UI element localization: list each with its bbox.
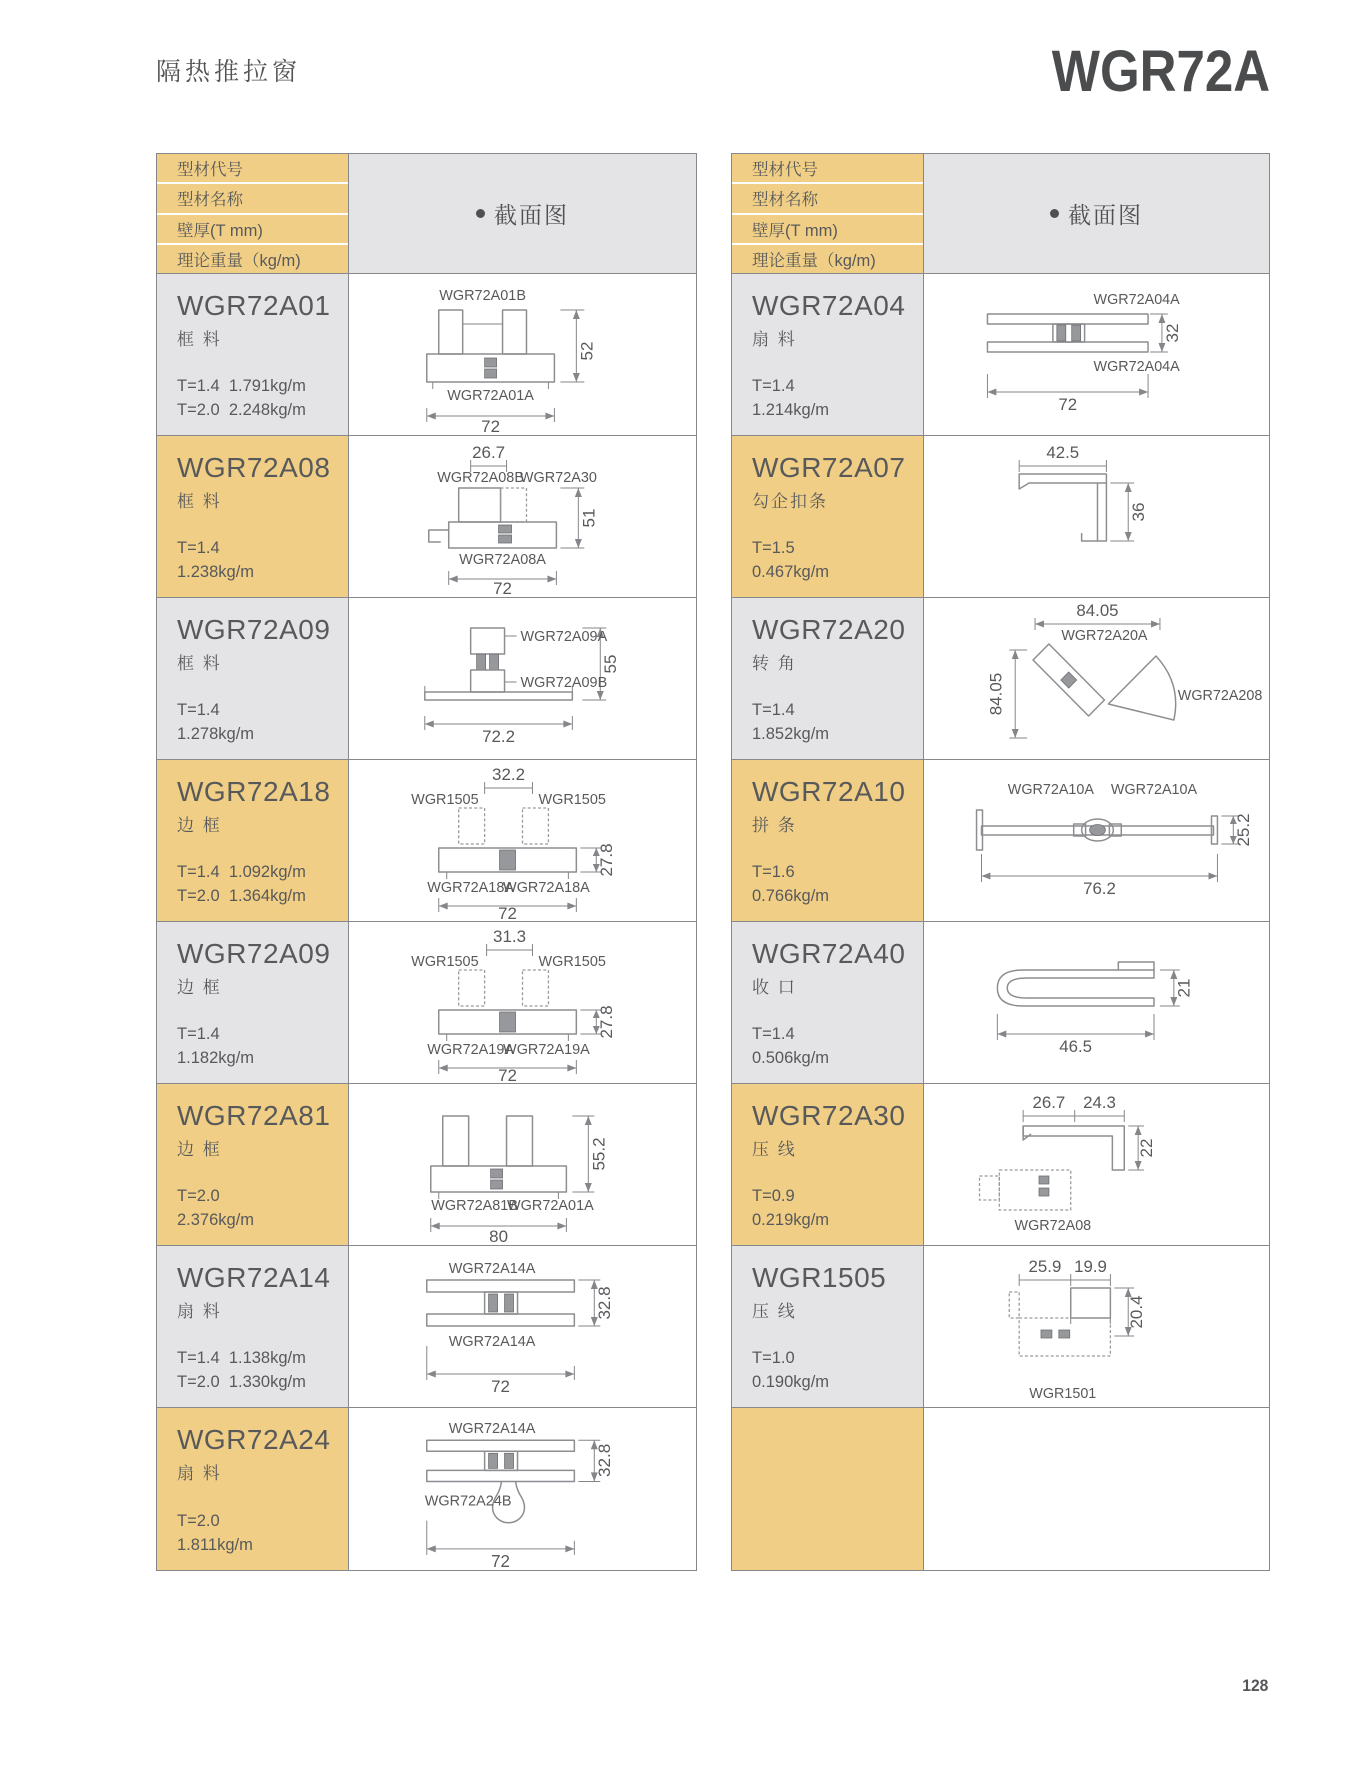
- dim-label: 31.3: [493, 926, 527, 947]
- profile-info-cell: [157, 922, 349, 1083]
- profile-code: WGR72A14: [177, 1262, 331, 1293]
- dim-label: 55.2: [589, 1137, 609, 1171]
- ref-label: WGR72A14A: [448, 1333, 536, 1351]
- spec-line: T=1.4: [752, 377, 795, 396]
- profile-name: 收 口: [752, 978, 797, 997]
- profile-code: WGR72A40: [752, 938, 906, 969]
- profile-name: 框 料: [177, 492, 222, 511]
- profile-code: WGR1505: [752, 1262, 887, 1293]
- section-diagram: [349, 922, 696, 1083]
- dim-label: 21: [1174, 978, 1194, 998]
- dimension-lines: [1019, 1274, 1134, 1336]
- ref-label: WGR72A208: [1177, 687, 1263, 705]
- section-diagram: [924, 436, 1269, 597]
- ref-label: WGR72A09B: [520, 674, 608, 692]
- dim-label: 72: [498, 903, 517, 921]
- profile-code: WGR72A24: [177, 1424, 331, 1455]
- spec-line: T=2.0 2.248kg/m: [177, 401, 306, 420]
- dim-label: 27.8: [597, 843, 617, 877]
- ref-label: WGR72A04A: [1093, 291, 1180, 309]
- section-diagram-cell: [349, 1084, 696, 1245]
- table-row: [157, 598, 696, 760]
- profile-name: 压 线: [752, 1140, 797, 1159]
- header-profile-name: 型材名称: [157, 184, 348, 214]
- dim-label: 42.5: [1046, 442, 1080, 463]
- header-label-column: [732, 154, 924, 273]
- spec-line: 1.852kg/m: [752, 725, 830, 744]
- ref-label: WGR72A10A: [1007, 781, 1094, 799]
- profile-info-cell: [732, 1084, 924, 1245]
- section-diagram-cell: [349, 436, 696, 597]
- dim-label: 72: [1058, 394, 1078, 415]
- profile-code: WGR72A09: [177, 938, 331, 969]
- dimension-lines: [1019, 460, 1134, 541]
- ref-label: WGR72A08A: [459, 551, 546, 569]
- section-diagram: [924, 1246, 1269, 1407]
- spec-line: 1.278kg/m: [177, 725, 255, 744]
- spec-line: T=0.9: [752, 1187, 795, 1206]
- profile-name: 边 框: [177, 1140, 222, 1159]
- profile-code: WGR72A81: [177, 1100, 331, 1131]
- spec-line: T=2.0 1.330kg/m: [177, 1373, 306, 1392]
- table-header: [732, 154, 1269, 274]
- spec-line: 2.376kg/m: [177, 1211, 255, 1230]
- dim-label: 19.9: [1074, 1256, 1107, 1277]
- ref-label: WGR72A14A: [448, 1421, 536, 1438]
- ref-label: WGR72A08B: [437, 469, 524, 487]
- spec-line: T=1.4: [177, 539, 220, 558]
- profile-specs: [752, 1185, 915, 1233]
- section-diagram-cell: [924, 922, 1269, 1083]
- section-view-header: [349, 154, 696, 273]
- dim-label: 52: [577, 341, 597, 361]
- section-diagram-cell: [349, 760, 696, 921]
- ref-label: WGR72A08: [1014, 1217, 1092, 1235]
- spec-line: 0.506kg/m: [752, 1049, 830, 1068]
- section-diagram: [349, 1408, 696, 1570]
- table-row: [732, 922, 1269, 1084]
- ref-label: WGR1505: [411, 791, 479, 809]
- spec-line: 1.182kg/m: [177, 1049, 255, 1068]
- spec-line: T=1.4: [752, 701, 795, 720]
- profile-specs: [752, 1347, 915, 1395]
- section-diagram: [349, 1084, 696, 1245]
- section-diagram-cell: [924, 274, 1269, 435]
- profile-name: 扇 料: [177, 1464, 222, 1483]
- header-profile-code: 型材代号: [732, 154, 923, 184]
- table-row: [157, 274, 696, 436]
- spec-line: T=1.4 1.092kg/m: [177, 863, 306, 882]
- profile-name: 框 料: [177, 654, 222, 673]
- profile-specs: [752, 1023, 915, 1071]
- profile-sketch: [439, 808, 577, 879]
- profile-specs: [177, 375, 340, 423]
- profile-specs: [177, 1023, 340, 1071]
- spec-line: 1.214kg/m: [752, 401, 830, 420]
- spec-line: T=1.4 1.138kg/m: [177, 1349, 306, 1368]
- ref-label: WGR1501: [1029, 1385, 1097, 1403]
- table-row: [157, 760, 696, 922]
- ref-label: WGR1505: [411, 953, 479, 971]
- section-diagram-cell: [349, 1246, 696, 1407]
- spec-line: 1.811kg/m: [177, 1536, 253, 1555]
- profile-sketch: [1019, 474, 1106, 541]
- profile-name: 框 料: [177, 330, 222, 349]
- profile-specs: [752, 375, 915, 423]
- spec-line: T=2.0: [177, 1512, 220, 1531]
- dim-label: 72.2: [482, 726, 516, 747]
- table-row: [732, 760, 1269, 922]
- ref-label: WGR72A30: [519, 469, 597, 487]
- series-code: WGR72A: [1051, 39, 1270, 104]
- table-row: [732, 1246, 1269, 1408]
- section-diagram-cell: [349, 598, 696, 759]
- ref-label: WGR72A14A: [448, 1260, 536, 1278]
- section-diagram-cell: [924, 1408, 1269, 1570]
- profile-info-cell: [732, 760, 924, 921]
- profile-info-cell: [732, 922, 924, 1083]
- profile-specs: [752, 699, 915, 747]
- table-row: [732, 436, 1269, 598]
- ref-label: WGR1505: [538, 791, 606, 809]
- section-view-label: 截面图: [1068, 202, 1143, 228]
- section-diagram: [349, 274, 696, 435]
- ref-label: WGR72A04A: [1093, 358, 1180, 376]
- section-view-label: 截面图: [494, 202, 569, 228]
- header-wall-thickness: 壁厚(T mm): [732, 215, 923, 245]
- table-row: [732, 1084, 1269, 1246]
- section-diagram-cell: [924, 1246, 1269, 1407]
- header-wall-thickness: 壁厚(T mm): [157, 215, 348, 245]
- ref-label: WGR72A10A: [1110, 781, 1198, 799]
- profile-code: WGR72A18: [177, 776, 331, 807]
- profile-table-left: [156, 153, 697, 1571]
- dimension-lines: [1023, 1110, 1144, 1170]
- spec-line: T=2.0 1.364kg/m: [177, 887, 306, 906]
- table-row: [732, 274, 1269, 436]
- ref-label: WGR72A24B: [424, 1493, 512, 1510]
- profile-specs: [177, 537, 340, 585]
- profile-table-right: [731, 153, 1270, 1571]
- profile-info-cell: [157, 1246, 349, 1407]
- profile-specs: [177, 861, 340, 909]
- profile-name: 转 角: [752, 654, 797, 673]
- table-row: [732, 1408, 1269, 1570]
- profile-sketch: [1033, 644, 1176, 720]
- ref-label: WGR72A20A: [1061, 627, 1148, 645]
- dim-label: 32.2: [492, 764, 526, 785]
- profile-name: 拼 条: [752, 816, 797, 835]
- ref-label: WGR72A81B: [431, 1197, 519, 1215]
- ref-label: WGR72A01A: [507, 1197, 594, 1215]
- dim-label: 25.2: [1234, 813, 1254, 847]
- profile-code: WGR72A10: [752, 776, 906, 807]
- profile-name: 压 线: [752, 1302, 797, 1321]
- section-diagram-cell: [924, 436, 1269, 597]
- spec-line: T=2.0: [177, 1187, 220, 1206]
- dim-label: 72: [491, 1551, 510, 1570]
- table-row: [157, 1084, 696, 1246]
- profile-code: WGR72A20: [752, 614, 906, 645]
- spec-line: T=1.4 1.791kg/m: [177, 377, 306, 396]
- spec-line: 0.766kg/m: [752, 887, 830, 906]
- profile-info-cell: [732, 1246, 924, 1407]
- header-profile-name: 型材名称: [732, 184, 923, 214]
- profile-sketch: [439, 970, 577, 1041]
- page-title: 隔热推拉窗: [156, 58, 302, 86]
- header-theoretical-weight: 理论重量（kg/m): [732, 245, 923, 273]
- dim-label: 32: [1162, 323, 1182, 343]
- dim-label: 24.3: [1083, 1092, 1116, 1113]
- section-diagram-cell: [349, 922, 696, 1083]
- profile-sketch: [424, 1440, 575, 1523]
- profile-info-cell: [157, 274, 349, 435]
- profile-sketch: [427, 1280, 575, 1326]
- section-diagram: [349, 436, 696, 597]
- header-profile-code: 型材代号: [157, 154, 348, 184]
- profile-specs: [177, 1185, 340, 1233]
- profile-name: 边 框: [177, 816, 222, 835]
- section-view-header: [924, 154, 1269, 273]
- section-diagram: [924, 1084, 1269, 1245]
- dim-label: 84.05: [986, 672, 1006, 716]
- dim-label: 51: [579, 508, 599, 528]
- profile-name: 边 框: [177, 978, 222, 997]
- dim-label: 72: [493, 578, 512, 597]
- section-diagram: [349, 760, 696, 921]
- profile-name: 扇 料: [177, 1302, 222, 1321]
- section-diagram-cell: [924, 1084, 1269, 1245]
- profile-code: WGR72A30: [752, 1100, 906, 1131]
- profile-info-cell: [157, 1408, 349, 1570]
- ref-label: WGR72A01A: [447, 387, 534, 405]
- table-row: [157, 436, 696, 598]
- spec-line: 0.467kg/m: [752, 563, 830, 582]
- profile-info-cell: [157, 1084, 349, 1245]
- dim-label: 20.4: [1127, 1295, 1147, 1329]
- profile-info-cell: [732, 1408, 924, 1570]
- spec-line: T=1.6: [752, 863, 795, 882]
- profile-sketch: [987, 314, 1148, 352]
- profile-info-cell: [732, 436, 924, 597]
- table-header: [157, 154, 696, 274]
- dim-label: 27.8: [597, 1005, 617, 1039]
- spec-line: 0.219kg/m: [752, 1211, 830, 1230]
- ref-label: WGR1505: [538, 953, 606, 971]
- dim-label: 72: [481, 416, 501, 435]
- profile-code: WGR72A07: [752, 452, 906, 483]
- profile-specs: [177, 1347, 340, 1395]
- spec-line: T=1.0: [752, 1349, 795, 1368]
- dim-label: 32.8: [595, 1443, 615, 1477]
- section-diagram: [924, 922, 1269, 1083]
- table-row: [157, 922, 696, 1084]
- spec-line: T=1.4: [177, 701, 220, 720]
- page-number: 128: [1241, 1676, 1268, 1695]
- profile-sketch: [429, 488, 557, 548]
- profile-specs: [752, 861, 915, 909]
- profile-sketch: [977, 810, 1218, 850]
- section-diagram-cell: [349, 1408, 696, 1570]
- dim-label: 26.7: [1032, 1092, 1066, 1113]
- profile-specs: [752, 537, 915, 585]
- dimension-lines: [431, 1116, 595, 1232]
- profile-info-cell: [157, 760, 349, 921]
- profile-code: WGR72A09: [177, 614, 331, 645]
- ref-label: WGR72A19A: [503, 1041, 590, 1059]
- header-theoretical-weight: 理论重量（kg/m): [157, 245, 348, 273]
- section-diagram-cell: [924, 598, 1269, 759]
- profile-info-cell: [732, 274, 924, 435]
- profile-code: WGR72A08: [177, 452, 331, 483]
- section-diagram-cell: [349, 274, 696, 435]
- header-label-column: [157, 154, 349, 273]
- dim-label: 76.2: [1083, 878, 1116, 899]
- profile-sketch: [1009, 1288, 1110, 1356]
- dimension-lines: [427, 310, 585, 422]
- profile-sketch: [431, 1116, 567, 1199]
- section-diagram: [924, 274, 1269, 435]
- table-row: [157, 1246, 696, 1408]
- spec-line: 1.238kg/m: [177, 563, 255, 582]
- dim-label: 84.05: [1076, 600, 1119, 621]
- section-diagram: [349, 598, 696, 759]
- dim-label: 36: [1129, 502, 1149, 522]
- profile-sketch: [427, 310, 555, 389]
- profile-sketch: [980, 1126, 1125, 1210]
- bullet-dot-icon: [476, 209, 485, 218]
- spec-line: T=1.5: [752, 539, 795, 558]
- spec-line: T=1.4: [177, 1025, 220, 1044]
- dim-label: 80: [489, 1226, 508, 1245]
- dimension-lines: [997, 970, 1179, 1040]
- spec-line: 0.190kg/m: [752, 1373, 830, 1392]
- ref-label: WGR72A18A: [503, 879, 590, 897]
- table-row: [157, 1408, 696, 1570]
- dim-label: 32.8: [595, 1286, 615, 1320]
- dim-label: 55: [601, 654, 621, 674]
- profile-sketch: [997, 962, 1154, 1006]
- section-diagram-cell: [924, 760, 1269, 921]
- dim-label: 26.7: [472, 442, 506, 463]
- ref-label: WGR72A18A: [427, 879, 515, 897]
- section-diagram: [924, 598, 1269, 759]
- spec-line: T=1.4: [752, 1025, 795, 1044]
- dim-label: 22: [1137, 1138, 1156, 1158]
- ref-label: WGR72A09A: [520, 628, 608, 646]
- profile-info-cell: [157, 436, 349, 597]
- profile-name: 勾企扣条: [752, 492, 828, 511]
- table-row: [732, 598, 1269, 760]
- profile-code: WGR72A01: [177, 290, 331, 321]
- dim-label: 25.9: [1028, 1256, 1062, 1277]
- section-diagram: [924, 760, 1269, 921]
- profile-info-cell: [157, 598, 349, 759]
- ref-label: WGR72A19A: [427, 1041, 515, 1059]
- dim-label: 72: [498, 1065, 517, 1083]
- profile-info-cell: [732, 598, 924, 759]
- dim-label: 46.5: [1059, 1036, 1093, 1057]
- profile-specs: [177, 699, 340, 747]
- profile-code: WGR72A04: [752, 290, 906, 321]
- section-diagram: [349, 1246, 696, 1407]
- dim-label: 72: [491, 1376, 510, 1397]
- profile-name: 扇 料: [752, 330, 797, 349]
- ref-label: WGR72A01B: [439, 287, 526, 305]
- bullet-dot-icon: [1050, 209, 1059, 218]
- profile-specs: [177, 1510, 340, 1558]
